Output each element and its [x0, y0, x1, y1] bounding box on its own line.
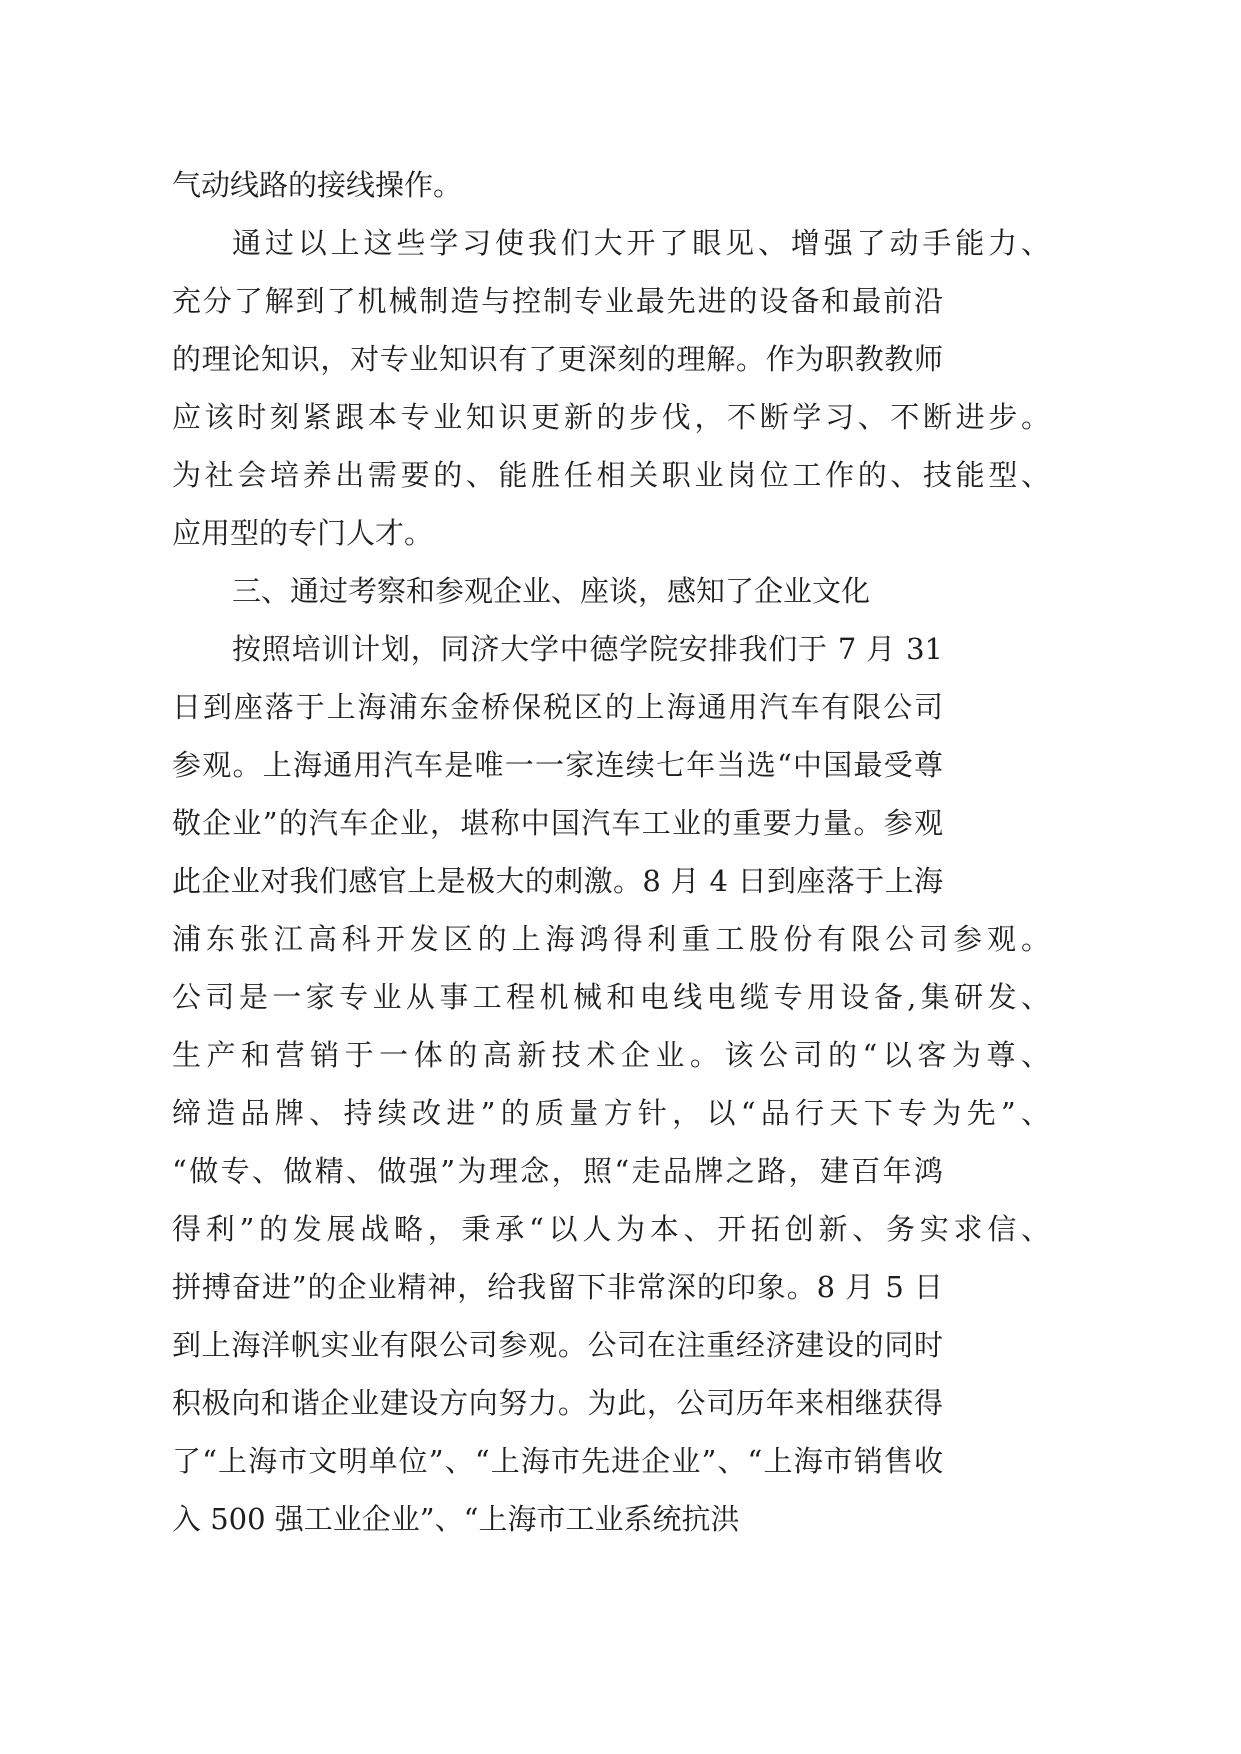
text-line: 日到座落于上海浦东金桥保税区的上海通用汽车有限公司 — [172, 690, 943, 724]
paragraph-continuation — [172, 156, 1132, 214]
text-line: 为社会培养出需要的、能胜任相关职业岗位工作的、技能型、 — [172, 458, 1050, 492]
text-line: 积极向和谐企业建设方向努力。为此，公司历年来相继获得 — [172, 1386, 943, 1420]
paragraph-learning-summary — [172, 214, 1132, 562]
text-line: 生产和营销于一体的高新技术企业。该公司的“以客为尊、 — [172, 1038, 1050, 1072]
text-line: 应用型的专门人才。 — [172, 516, 434, 550]
text-line: 缔造品牌、持续改进”的质量方针，以“品行天下专为先”、 — [172, 1096, 1050, 1130]
document-body — [172, 156, 1132, 1548]
text-line: 到上海洋帆实业有限公司参观。公司在注重经济建设的同时 — [172, 1328, 943, 1362]
text-line: 此企业对我们感官上是极大的刺激。8 月 4 日到座落于上海 — [172, 864, 943, 898]
section-heading-text: 三、通过考察和参观企业、座谈，感知了企业文化 — [232, 574, 871, 608]
text-line: 应该时刻紧跟本专业知识更新的步伐，不断学习、不断进步。 — [172, 400, 1050, 434]
text-line: 敬企业”的汽车企业，堪称中国汽车工业的重要力量。参观 — [172, 806, 943, 840]
text-line: 浦东张江高科开发区的上海鸿得利重工股份有限公司参观。 — [172, 922, 1050, 956]
text-line: 气动线路的接线操作。 — [172, 168, 463, 202]
text-line: 入 500 强工业企业”、“上海市工业系统抗洪 — [172, 1502, 740, 1536]
text-line: 通过以上这些学习使我们大开了眼见、增强了动手能力、 — [232, 226, 1050, 260]
text-line: 拼搏奋进”的企业精神，给我留下非常深的印象。8 月 5 日 — [172, 1270, 943, 1304]
text-line: 充分了解到了机械制造与控制专业最先进的设备和最前沿 — [172, 284, 943, 318]
text-line: 的理论知识，对专业知识有了更深刻的理解。作为职教教师 — [172, 342, 943, 376]
paragraph-company-visits — [172, 620, 1132, 1548]
text-line: “做专、做精、做强”为理念，照“走品牌之路，建百年鸿 — [172, 1154, 943, 1188]
section-heading — [172, 562, 1132, 620]
text-line: 参观。上海通用汽车是唯一一家连续七年当选“中国最受尊 — [172, 748, 943, 782]
text-line: 得利”的发展战略，秉承“以人为本、开拓创新、务实求信、 — [172, 1212, 1050, 1246]
text-line: 了“上海市文明单位”、“上海市先进企业”、“上海市销售收 — [172, 1444, 943, 1478]
text-line: 按照培训计划，同济大学中德学院安排我们于 7 月 31 — [232, 632, 943, 666]
text-line: 公司是一家专业从事工程机械和电线电缆专用设备,集研发、 — [172, 980, 1050, 1014]
